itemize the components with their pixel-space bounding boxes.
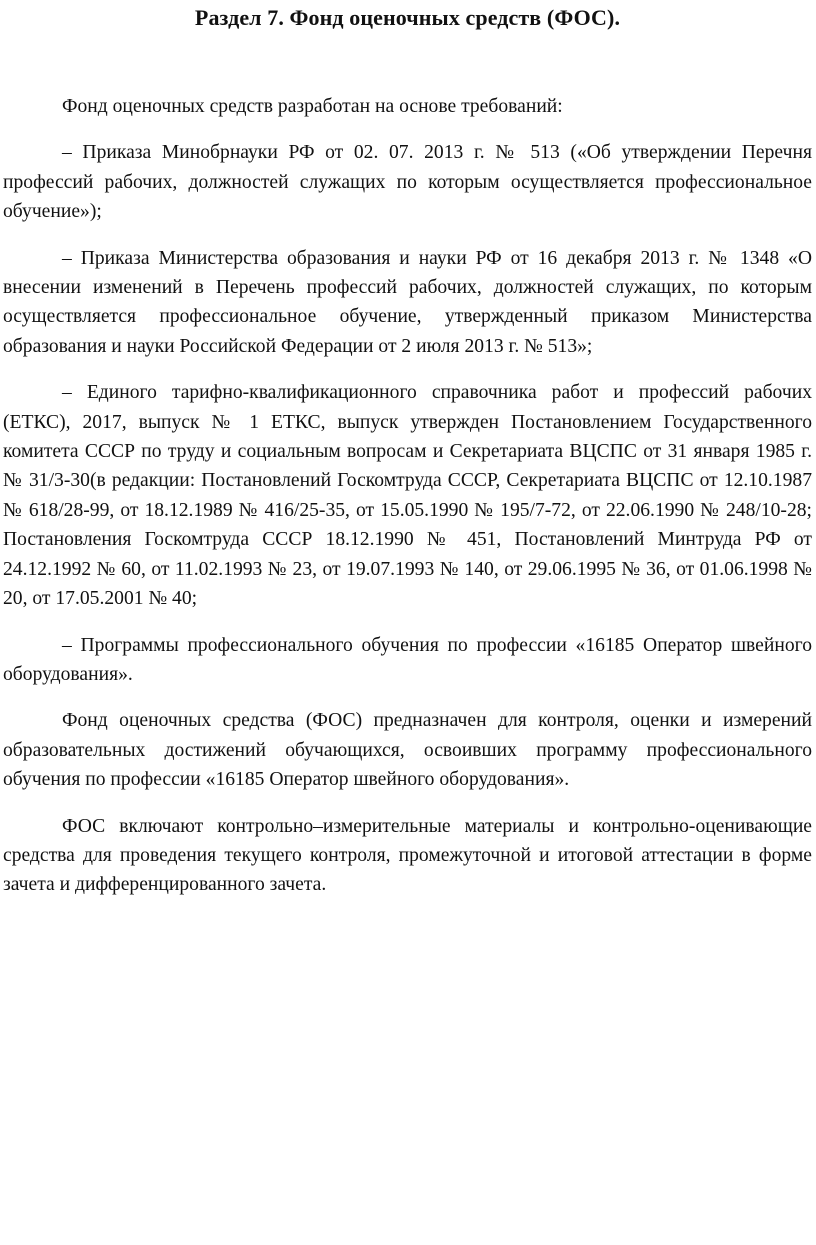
paragraph-training-program: – Программы профессионального обучения по профессии «16185 Оператор швейного оборудования». — [3, 634, 812, 685]
paragraph-order-1348: – Приказа Министерства образования и науки РФ от 16 декабря 2013 г. № 1348 «О внесении изменений в Перечень профессий рабочих, должностей служащих, по которым осуществляется профессиональное обучение, утвержденный приказом Министерства образования и науки Российской Федерации от 2 июля 2013 г. № 513»; — [3, 247, 812, 357]
paragraph-intro: Фонд оценочных средств разработан на основе требований: — [62, 96, 563, 117]
paragraph-etks: – Единого тарифно-квалификационного справочника работ и профессий рабочих (ЕТКС), 2017, выпуск № 1 ЕТКС, выпуск утвержден Постановлением Государственного комитета СССР по труду и социальным вопросам и Секретариата ВЦСПС от 31 января 1985 г. № 31/3-30(в редакции: Постановлений Госкомтруда СССР, Секретариата ВЦСПС от 12.10.1987 № 618/28-99, от 18.12.1989 № 416/25-35, от 15.05.1990 № 195/7-72, от 22.06.1990 № 248/10-28; Постановления Госкомтруда СССР 18.12.1990 № 451, Постановлений Минтруда РФ от 24.12.1992 № 60, от 11.02.1993 № 23, от 19.07.1993 № 140, от 29.06.1995 № 36, от 01.06.1998 № 20, от 17.05.2001 № 40; — [3, 382, 812, 610]
paragraph-fos-contents: ФОС включают контрольно–измерительные материалы и контрольно-оценивающие средства для проведения текущего контроля, промежуточной и итоговой аттестации в форме зачета и дифференцированного зачета. — [3, 815, 812, 896]
paragraph-fos-purpose: Фонд оценочных средства (ФОС) предназначен для контроля, оценки и измерений образовательных достижений обучающихся, освоивших программу профессионального обучения по профессии «16185 Оператор швейного оборудования». — [3, 710, 812, 791]
paragraph-order-minobrnauki-513: – Приказа Минобрнауки РФ от 02. 07. 2013 г. № 513 («Об утверждении Перечня профессий рабочих, должностей служащих по которым осуществляется профессиональное обучение»); — [3, 142, 812, 223]
section-title: Раздел 7. Фонд оценочных средств (ФОС). — [194, 5, 621, 30]
